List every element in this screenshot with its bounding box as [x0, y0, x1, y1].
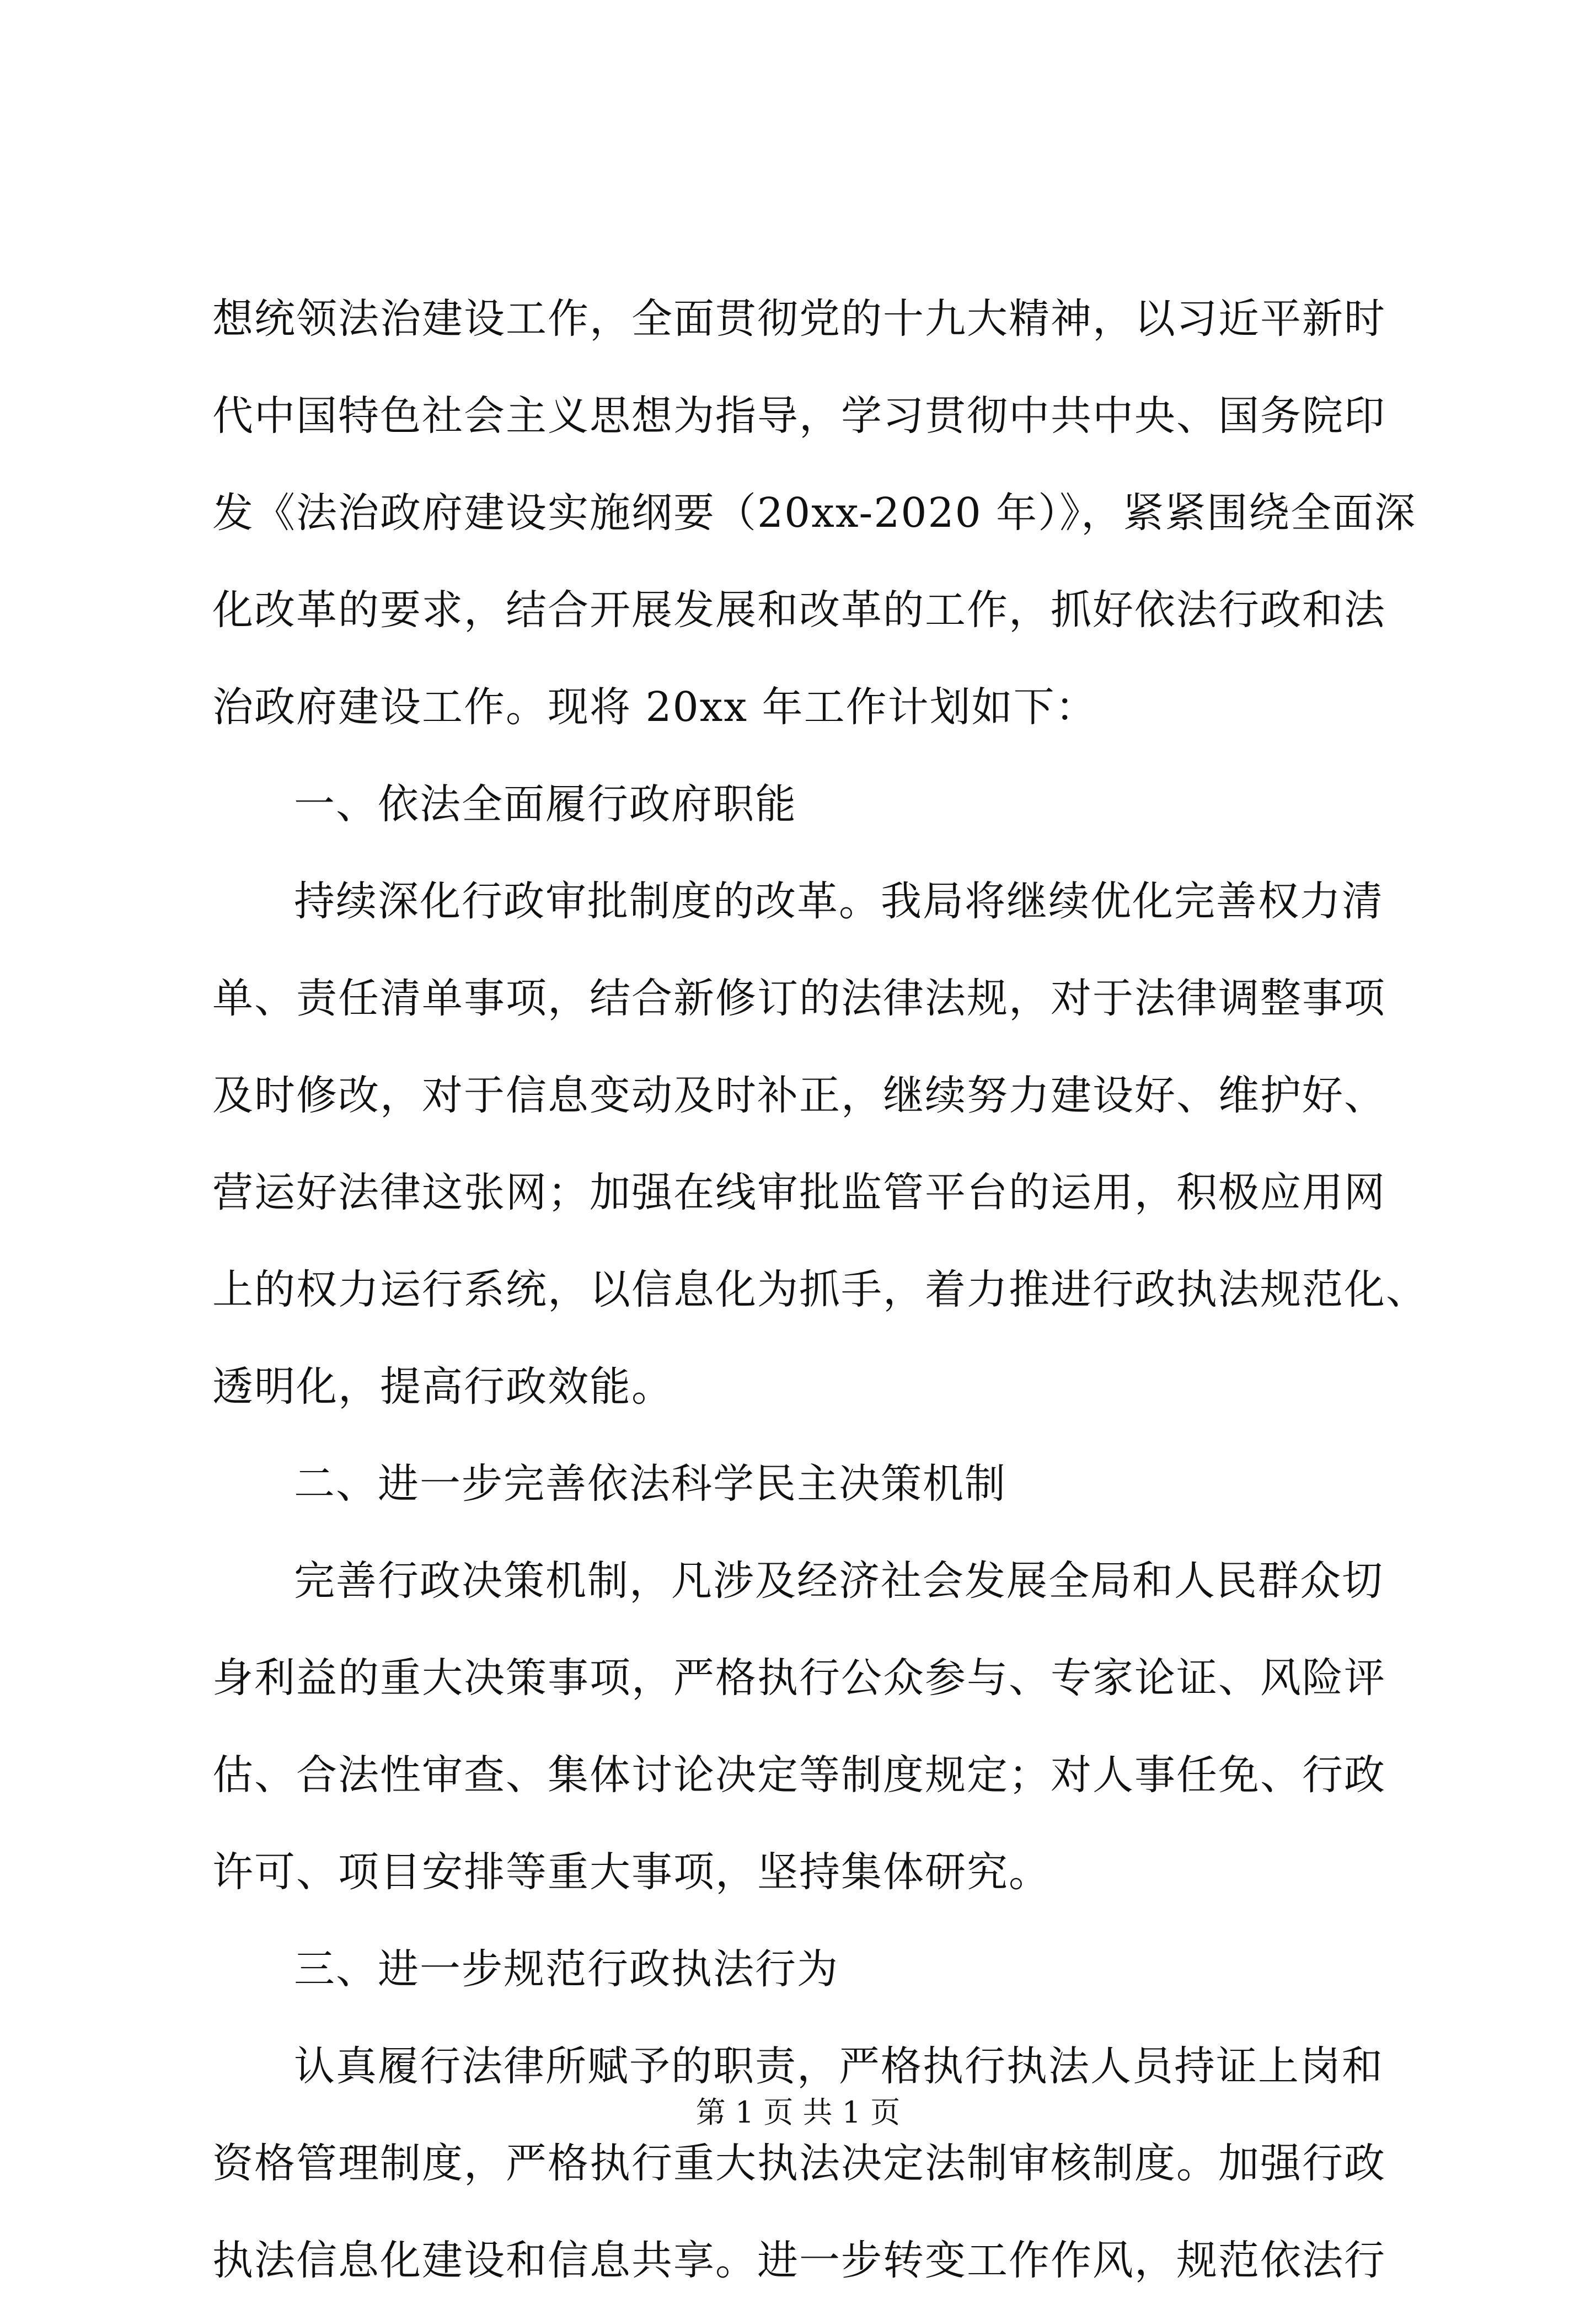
- paragraph-line: 身利益的重大决策事项，严格执行公众参与、专家论证、风险评: [212, 1654, 1386, 1702]
- paragraph-line: 及时修改，对于信息变动及时补正，继续努力建设好、维护好、: [212, 1072, 1386, 1119]
- paragraph-line: 营运好法律这张网；加强在线审批监管平台的运用，积极应用网: [212, 1169, 1386, 1216]
- page-number: 第 1 页 共 1 页: [695, 2095, 901, 2130]
- document-body: [212, 270, 1428, 2309]
- paragraph-line: 想统领法治建设工作，全面贯彻党的十九大精神，以习近平新时: [212, 295, 1386, 343]
- paragraph-line: 单、责任清单事项，结合新修订的法律法规，对于法律调整事项: [212, 975, 1386, 1022]
- paragraph-line: 上的权力运行系统，以信息化为抓手，着力推进行政执法规范化、: [212, 1266, 1428, 1313]
- paragraph-line: 资格管理制度，严格执行重大执法决定法制审核制度。加强行政: [212, 2140, 1386, 2187]
- paragraph-line: 发《法治政府建设实施纲要（20xx-2020 年）》，紧紧围绕全面深: [212, 489, 1417, 537]
- section-heading-2: 二、进一步完善依法科学民主决策机制: [294, 1460, 1006, 1508]
- paragraph-line: 估、合法性审查、集体讨论决定等制度规定；对人事任免、行政: [212, 1751, 1386, 1799]
- paragraph-line: 代中国特色社会主义思想为指导，学习贯彻中共中央、国务院印: [212, 392, 1386, 440]
- paragraph-line: 持续深化行政审批制度的改革。我局将继续优化完善权力清: [294, 878, 1384, 925]
- paragraph-line: 完善行政决策机制，凡涉及经济社会发展全局和人民群众切: [294, 1557, 1384, 1605]
- paragraph-line: 化改革的要求，结合开展发展和改革的工作，抓好依法行政和法: [212, 586, 1386, 634]
- page-footer: [0, 2093, 1596, 2132]
- section-heading-3: 三、进一步规范行政执法行为: [294, 1945, 839, 1993]
- paragraph-line: 执法信息化建设和信息共享。进一步转变工作作风，规范依法行: [212, 2237, 1386, 2284]
- section-heading-1: 一、依法全面履行政府职能: [294, 781, 797, 828]
- paragraph-line: 认真履行法律所赋予的职责，严格执行执法人员持证上岗和: [294, 2043, 1384, 2090]
- paragraph-line: 透明化，提高行政效能。: [212, 1363, 673, 1410]
- paragraph-line: 治政府建设工作。现将 20xx 年工作计划如下：: [212, 683, 1097, 731]
- paragraph-line: 许可、项目安排等重大事项，坚持集体研究。: [212, 1848, 1051, 1896]
